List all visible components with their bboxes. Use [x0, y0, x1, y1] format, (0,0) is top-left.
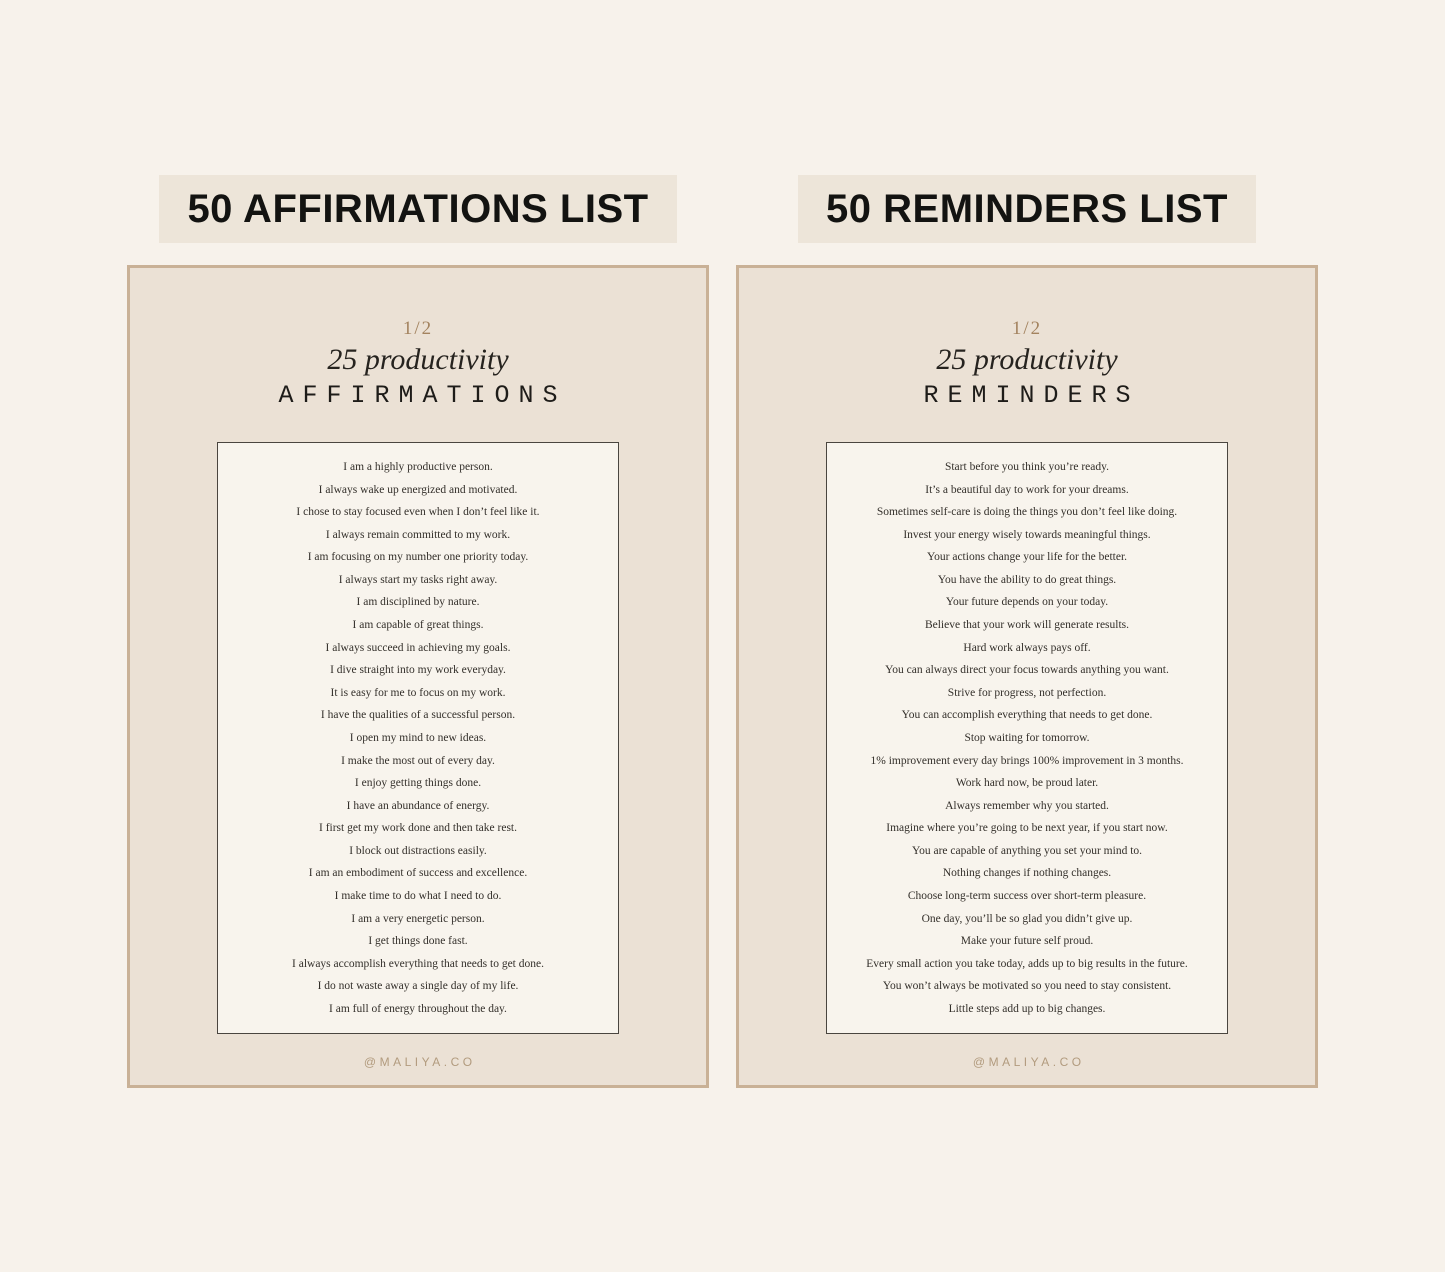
list-item: You can always direct your focus towards anything you want.	[885, 664, 1169, 677]
reminders-card-footer: @MALIYA.CO	[972, 1055, 1085, 1069]
list-item: Start before you think you’re ready.	[944, 461, 1110, 473]
list-item: You have the ability to do great things.	[937, 573, 1117, 586]
reminders-card	[736, 265, 1318, 1088]
list-item: I am a very energetic person.	[351, 912, 485, 925]
list-item: I am full of energy throughout the day.	[329, 1002, 507, 1015]
list-item: I always succeed in achieving my goals.	[325, 641, 511, 654]
list-item: Choose long-term success over short-term pleasure.	[907, 889, 1147, 902]
list-item: You are capable of anything you set your mind to.	[911, 844, 1143, 857]
list-item: You won’t always be motivated so you need to stay consistent.	[882, 980, 1172, 993]
affirmations-page-indicator: 1/2	[402, 318, 434, 339]
list-item: It’s a beautiful day to work for your dreams.	[925, 483, 1129, 496]
affirmations-card-footer: @MALIYA.CO	[363, 1055, 476, 1069]
list-item: I am capable of great things.	[352, 619, 484, 632]
list-item: I first get my work done and then take rest.	[319, 822, 517, 835]
list-item: I dive straight into my work everyday.	[330, 664, 506, 677]
list-item: Nothing changes if nothing changes.	[942, 867, 1112, 880]
list-item: It is easy for me to focus on my work.	[330, 686, 506, 699]
list-item: 1% improvement every day brings 100% improvement in 3 months.	[870, 754, 1184, 767]
list-item: I have an abundance of energy.	[346, 799, 490, 812]
list-item: Strive for progress, not perfection.	[947, 686, 1107, 699]
reminders-card-title: REMINDERS	[923, 381, 1140, 410]
list-item: I do not waste away a single day of my life.	[317, 980, 519, 993]
list-item: I get things done fast.	[368, 935, 468, 948]
affirmations-card	[127, 265, 709, 1088]
list-item: Make your future self proud.	[960, 935, 1094, 948]
list-item: I make time to do what I need to do.	[334, 889, 502, 902]
affirmations-list-header: 50 AFFIRMATIONS LIST	[159, 175, 676, 243]
reminders-column	[736, 175, 1318, 1088]
list-item: Invest your energy wisely towards meaningful things.	[903, 528, 1151, 541]
list-item: I block out distractions easily.	[349, 844, 487, 857]
list-item: I always start my tasks right away.	[338, 573, 498, 586]
affirmations-column	[127, 175, 709, 1088]
affirmations-card-title: AFFIRMATIONS	[278, 381, 567, 410]
list-item: Imagine where you’re going to be next year, if you start now.	[886, 822, 1168, 835]
reminders-page-indicator: 1/2	[1011, 318, 1043, 339]
affirmations-list-box	[217, 442, 619, 1034]
list-item: I make the most out of every day.	[341, 754, 495, 767]
list-item: I open my mind to new ideas.	[349, 731, 487, 744]
list-item: Your future depends on your today.	[945, 596, 1109, 609]
list-item: I always wake up energized and motivated.	[318, 483, 518, 496]
list-item: You can accomplish everything that needs to get done.	[901, 709, 1153, 722]
list-item: Work hard now, be proud later.	[955, 777, 1099, 790]
reminders-list-box	[826, 442, 1228, 1034]
list-item: I always accomplish everything that needs to get done.	[292, 957, 544, 970]
list-item: I am an embodiment of success and excellence.	[308, 867, 528, 880]
list-item: Always remember why you started.	[945, 799, 1109, 812]
list-item: I am a highly productive person.	[343, 461, 493, 473]
list-item: Your actions change your life for the better.	[926, 551, 1128, 564]
list-item: Every small action you take today, adds up to big results in the future.	[866, 957, 1188, 970]
list-item: Believe that your work will generate results.	[924, 619, 1130, 632]
list-item: Hard work always pays off.	[963, 641, 1091, 654]
affirmations-card-subtitle: 25 productivity	[327, 343, 509, 376]
list-item: I always remain committed to my work.	[325, 528, 511, 541]
list-item: I am disciplined by nature.	[356, 596, 480, 609]
list-item: I chose to stay focused even when I don’t feel like it.	[296, 506, 540, 519]
list-item: Sometimes self-care is doing the things you don’t feel like doing.	[876, 506, 1178, 519]
list-item: Little steps add up to big changes.	[948, 1002, 1106, 1015]
reminders-card-subtitle: 25 productivity	[936, 343, 1118, 376]
reminders-list-header: 50 REMINDERS LIST	[798, 175, 1256, 243]
list-item: I enjoy getting things done.	[354, 777, 482, 790]
list-item: One day, you’ll be so glad you didn’t give up.	[921, 912, 1133, 925]
list-item: Stop waiting for tomorrow.	[964, 731, 1090, 744]
list-item: I have the qualities of a successful person.	[320, 709, 516, 722]
list-item: I am focusing on my number one priority today.	[307, 551, 529, 564]
